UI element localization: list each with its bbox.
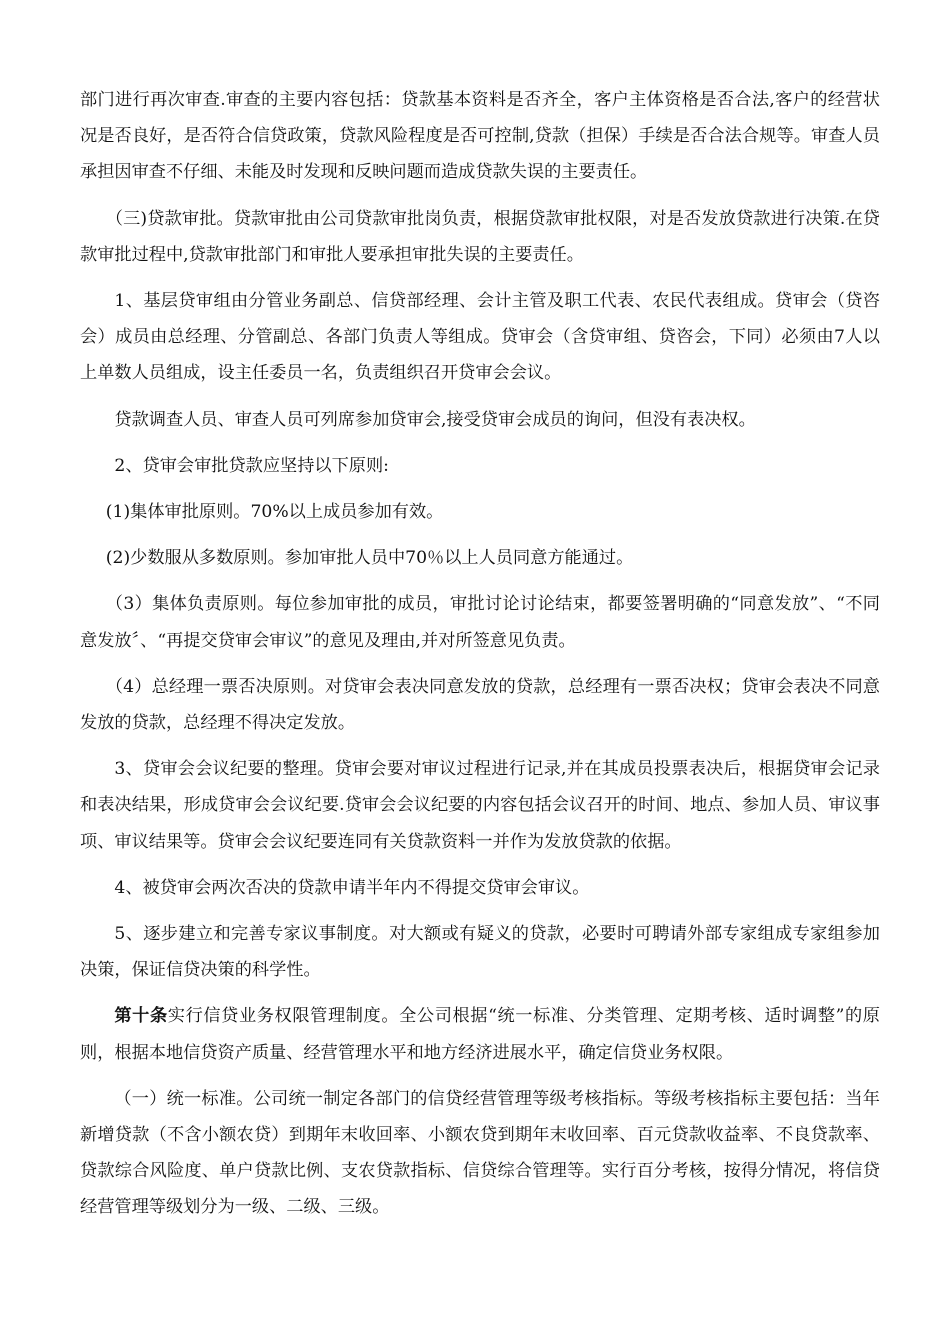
paragraph-text: 1、基层贷审组由分管业务副总、信贷部经理、会计主管及职工代表、农民代表组成。贷审会（贷咨会）成员由总经理、分管副总、各部门负责人等组成。贷审会（含贷审组、贷咨会，下同）必须由7人以上单数人员组成，设主任委员一名，负责组织召开贷审会会议。 xyxy=(80,291,880,384)
paragraph-review-content xyxy=(80,82,880,191)
paragraph-committee-composition xyxy=(80,283,880,392)
paragraph-text: 5、逐步建立和完善专家议事制度。对大额或有疑义的贷款，必要时可聘请外部专家组成专家组参加决策，保证信贷决策的科学性。 xyxy=(80,924,880,981)
document-body xyxy=(80,82,880,1236)
paragraph-rejection-rule xyxy=(80,870,880,906)
paragraph-text: （4）总经理一票否决原则。对贷审会表决同意发放的贷款，总经理有一票否决权；贷审会表决不同意发放的贷款，总经理不得决定发放。 xyxy=(80,676,880,734)
paragraph-text: （三)贷款审批。贷款审批由公司贷款审批岗负责，根据贷款审批权限，对是否发放贷款进行决策.在贷款审批过程中,贷款审批部门和审批人要承担审批失误的主要责任。 xyxy=(80,208,880,265)
paragraph-text: 4、被贷审会两次否决的贷款申请半年内不得提交贷审会审议。 xyxy=(114,877,590,898)
paragraph-text: 2、贷审会审批贷款应坚持以下原则: xyxy=(114,455,389,476)
paragraph-text: (1)集体审批原则。70%以上成员参加有效。 xyxy=(105,502,444,523)
paragraph-attendance xyxy=(80,402,880,438)
paragraph-unified-standard xyxy=(80,1081,880,1226)
paragraph-text: (2)少数服从多数原则。参加审批人员中70％以上人员同意方能通过。 xyxy=(105,548,634,569)
paragraph-principle-1 xyxy=(80,494,880,530)
paragraph-expert-system xyxy=(80,916,880,988)
paragraph-principle-4 xyxy=(80,669,880,741)
paragraph-loan-approval xyxy=(80,201,880,273)
paragraph-text: 部门进行再次审查.审查的主要内容包括：贷款基本资料是否齐全，客户主体资格是否合法,客户的经营状况是否良好，是否符合信贷政策，贷款风险程度是否可控制,贷款（担保）手续是否合法合规等。审查人员承担因审查不仔细、未能及时发现和反映问题而造成贷款失误的主要责任。 xyxy=(80,90,880,183)
paragraph-text: （3）集体负责原则。每位参加审批的成员，审批讨论讨论结束，都要签署明确的“同意发放”、“不同意发放〞、“再提交贷审会审议”的意见及理由,并对所签意见负责。 xyxy=(80,594,880,651)
paragraph-text: 3、贷审会会议纪要的整理。贷审会要对审议过程进行记录,并在其成员投票表决后，根据贷审会记录和表决结果，形成贷审会会议纪要.贷审会会议纪要的内容包括会议召开的时间、地点、参加人员、审议事项、审议结果等。贷审会会议纪要连同有关贷款资料一并作为发放贷款的依据。 xyxy=(80,759,880,852)
paragraph-principles-intro xyxy=(80,448,880,484)
paragraph-text: 贷款调查人员、审查人员可列席参加贷审会,接受贷审会成员的询问，但没有表决权。 xyxy=(114,409,756,430)
paragraph-text: （一）统一标准。公司统一制定各部门的信贷经营管理等级考核指标。等级考核指标主要包括：当年新增贷款（不含小额农贷）到期年末收回率、小额农贷到期年末收回率、百元贷款收益率、不良贷款率、贷款综合风险度、单户贷款比例、支农贷款指标、信贷综合管理等。实行百分考核，按得分情况，将信贷经营管理等级划分为一级、二级、三级。 xyxy=(80,1088,880,1218)
paragraph-minutes xyxy=(80,751,880,860)
paragraph-principle-2 xyxy=(80,540,880,576)
paragraph-article-10 xyxy=(80,998,880,1070)
paragraph-text: 实行信贷业务权限管理制度。全公司根据“统一标准、分类管理、定期考核、适时调整”的原则，根据本地信贷资产质量、经营管理水平和地方经济进展水平，确定信贷业务权限。 xyxy=(80,1006,880,1063)
paragraph-principle-3 xyxy=(80,586,880,658)
article-number: 第十条 xyxy=(114,1006,168,1027)
